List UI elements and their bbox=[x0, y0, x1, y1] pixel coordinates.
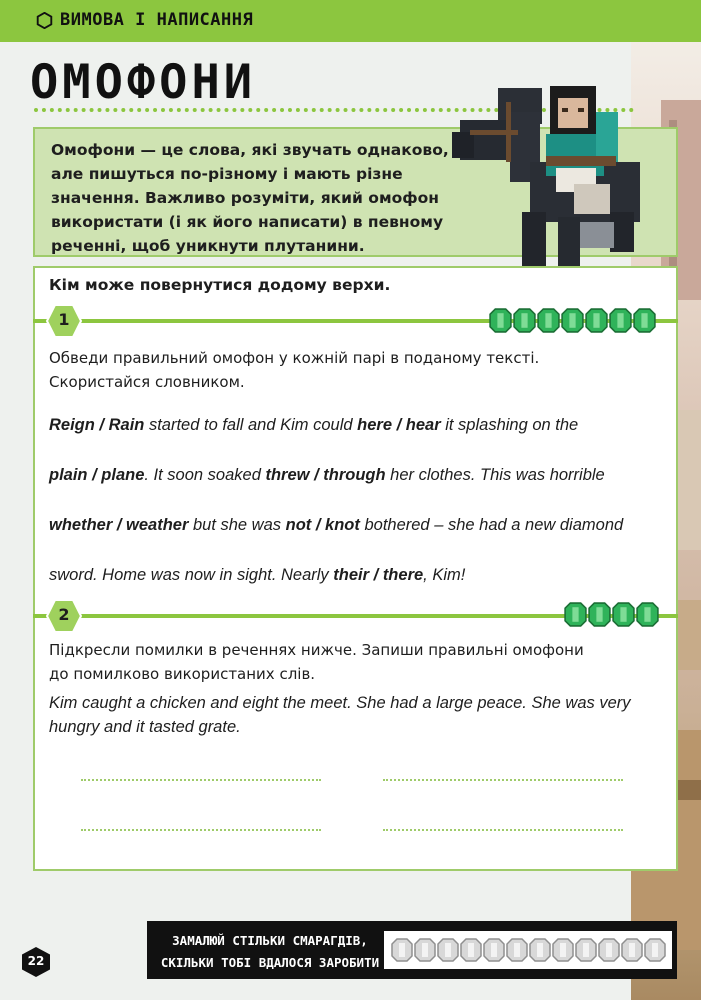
answer-line-3[interactable] bbox=[81, 829, 321, 831]
empty-emerald-slot-icon[interactable] bbox=[483, 938, 505, 962]
homophone-option[interactable]: knot bbox=[325, 516, 360, 534]
exercise-2-instruction-line-1: Підкресли помилки в реченнях нижче. Запиши правильні омофони bbox=[49, 641, 584, 659]
story-line-4[interactable] bbox=[49, 566, 465, 585]
homophone-option[interactable]: / bbox=[392, 416, 406, 434]
empty-emerald-slot-icon[interactable] bbox=[437, 938, 459, 962]
homophone-option[interactable]: / bbox=[309, 466, 324, 484]
empty-emerald-slot-icon[interactable] bbox=[391, 938, 413, 962]
empty-emerald-slot-icon[interactable] bbox=[529, 938, 551, 962]
homophone-option[interactable]: their bbox=[333, 566, 370, 584]
emerald-icon[interactable] bbox=[588, 602, 611, 627]
exercise-2-badge bbox=[46, 599, 82, 633]
section-header bbox=[0, 0, 701, 42]
homophone-option[interactable]: here bbox=[357, 416, 393, 434]
tracker-prompt-line-2: СКІЛЬКИ ТОБІ ВДАЛОСЯ ЗАРОБИТИ bbox=[160, 955, 380, 970]
emerald-icon[interactable] bbox=[609, 308, 632, 333]
story-text: , Kim! bbox=[423, 566, 466, 584]
empty-emerald-slot-icon[interactable] bbox=[414, 938, 436, 962]
emerald-icon[interactable] bbox=[561, 308, 584, 333]
story-text: but she was bbox=[188, 516, 286, 534]
empty-emerald-slot-icon[interactable] bbox=[460, 938, 482, 962]
homophone-option[interactable]: / bbox=[87, 466, 102, 484]
homophone-option[interactable]: plain bbox=[49, 466, 88, 484]
empty-emerald-slot-icon[interactable] bbox=[506, 938, 528, 962]
task-panel bbox=[33, 266, 678, 871]
story-text: sword. Home was now in sight. Nearly bbox=[49, 566, 334, 584]
exercise-1-emeralds bbox=[489, 308, 656, 333]
exercise-2-sentence-line-2[interactable]: hungry and it tasted grate. bbox=[49, 718, 241, 736]
homophone-option[interactable]: plane bbox=[101, 466, 145, 484]
exercise-2-sentence-line-1[interactable]: Kim caught a chicken and eight the meet. She had a large peace. She was very bbox=[49, 694, 631, 712]
homophone-option[interactable]: hear bbox=[405, 416, 441, 434]
homophone-option[interactable]: whether bbox=[49, 516, 113, 534]
emerald-icon[interactable] bbox=[489, 308, 512, 333]
emerald-icon[interactable] bbox=[636, 602, 659, 627]
empty-emerald-slot-icon[interactable] bbox=[598, 938, 620, 962]
story-text: it splashing on the bbox=[440, 416, 579, 434]
empty-emerald-slot-icon[interactable] bbox=[621, 938, 643, 962]
answer-line-1[interactable] bbox=[81, 779, 321, 781]
exercise-1-badge bbox=[46, 304, 82, 338]
homophone-option[interactable]: / bbox=[369, 566, 383, 584]
exercise-2-instruction-line-2: до помилково використаних слів. bbox=[49, 665, 316, 683]
page-number: 22 bbox=[27, 954, 45, 968]
homophone-option[interactable]: through bbox=[323, 466, 386, 484]
tracker-prompt-line-1: ЗАМАЛЮЙ СТІЛЬКИ СМАРАГДІВ, bbox=[172, 933, 368, 948]
empty-emerald-slot-icon[interactable] bbox=[552, 938, 574, 962]
intro-text: Омофони — це слова, які звучать однаково, але пишуться по-різному і мають різне значення. Важливо розуміти, який омофон використати (і як його написати) в певному реченні, щоб уникнути плутанини. bbox=[51, 141, 449, 255]
hexagon-icon bbox=[36, 12, 53, 29]
tracker-prompt bbox=[160, 930, 380, 974]
emerald-icon[interactable] bbox=[612, 602, 635, 627]
story-text: bothered – she had a new diamond bbox=[359, 516, 624, 534]
story-text: . It soon soaked bbox=[144, 466, 266, 484]
exercise-1-instruction-line-2: Скористайся словником. bbox=[49, 373, 245, 391]
emerald-icon[interactable] bbox=[585, 308, 608, 333]
context-sentence: Кім може повернутися додому верхи. bbox=[49, 276, 391, 294]
homophone-option[interactable]: / bbox=[311, 516, 326, 534]
exercise-1-instruction-line-1: Обведи правильний омофон у кожній парі в поданому тексті. bbox=[49, 349, 540, 367]
emerald-icon[interactable] bbox=[564, 602, 587, 627]
homophone-option[interactable]: there bbox=[382, 566, 424, 584]
story-line-1[interactable] bbox=[49, 416, 578, 435]
homophone-option[interactable]: / bbox=[112, 516, 127, 534]
homophone-option[interactable]: not bbox=[285, 516, 312, 534]
empty-emerald-slot-icon[interactable] bbox=[644, 938, 666, 962]
story-text: started to fall and Kim could bbox=[144, 416, 358, 434]
exercise-1-number: 1 bbox=[58, 310, 70, 329]
homophone-option[interactable]: threw bbox=[265, 466, 310, 484]
exercise-2-emeralds bbox=[564, 602, 659, 627]
section-title: ВИМОВА І НАПИСАННЯ bbox=[60, 10, 254, 30]
story-line-3[interactable] bbox=[49, 516, 623, 535]
homophone-option[interactable]: Reign bbox=[49, 416, 95, 434]
story-line-2[interactable] bbox=[49, 466, 605, 485]
homophone-option[interactable]: weather bbox=[126, 516, 189, 534]
exercise-2-number: 2 bbox=[58, 605, 70, 624]
emerald-icon[interactable] bbox=[513, 308, 536, 333]
story-text: her clothes. This was horrible bbox=[385, 466, 605, 484]
homophone-option[interactable]: / bbox=[94, 416, 109, 434]
answer-line-4[interactable] bbox=[383, 829, 623, 831]
emerald-icon[interactable] bbox=[633, 308, 656, 333]
emerald-tracker-slots bbox=[384, 931, 672, 969]
horse-rider-illustration bbox=[450, 72, 650, 292]
homophone-option[interactable]: Rain bbox=[108, 416, 145, 434]
emerald-tracker bbox=[147, 921, 677, 979]
answer-line-2[interactable] bbox=[383, 779, 623, 781]
empty-emerald-slot-icon[interactable] bbox=[575, 938, 597, 962]
page-title: ОМОФОНИ bbox=[30, 55, 257, 110]
emerald-icon[interactable] bbox=[537, 308, 560, 333]
